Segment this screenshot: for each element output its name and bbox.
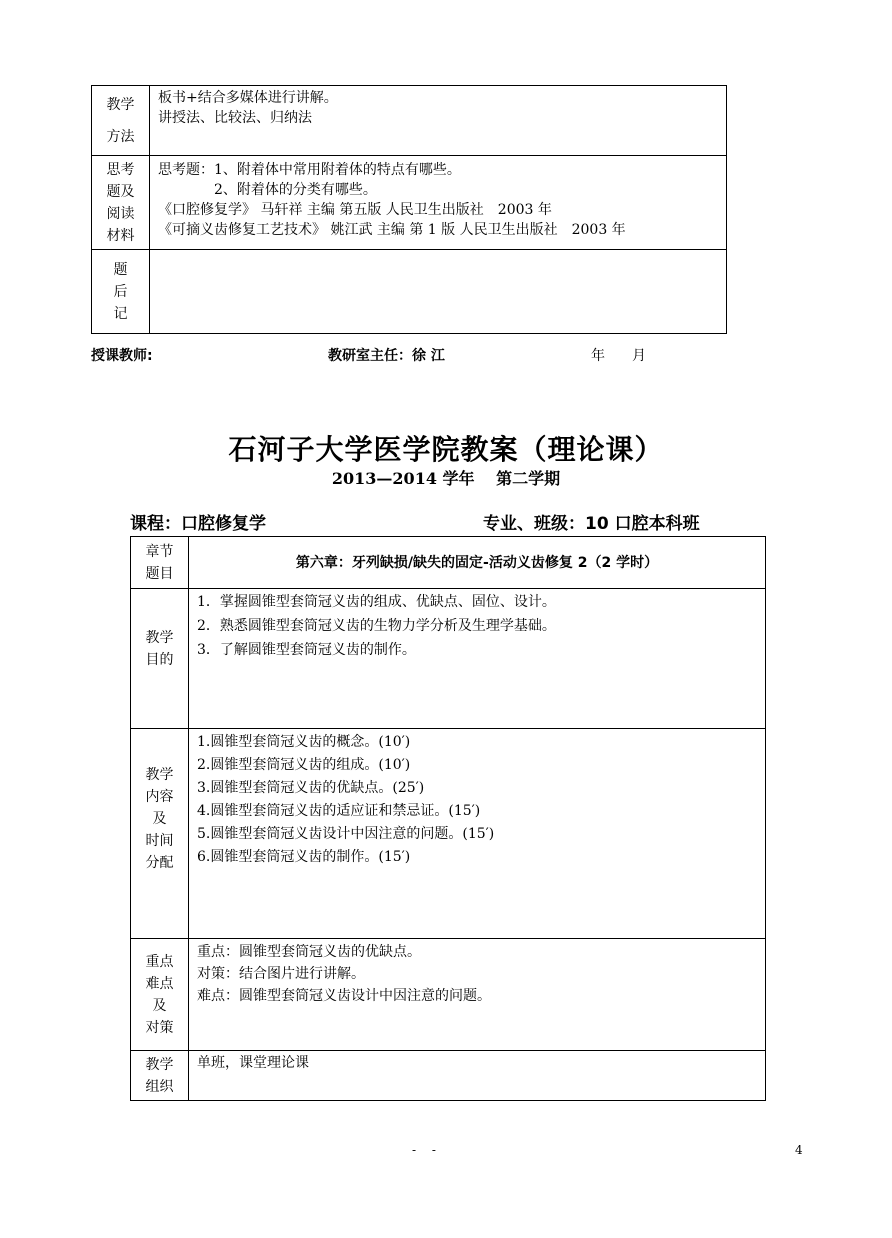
content-line: 1.圆锥型套筒冠义齿的概念。(10′) [197, 734, 411, 750]
method-row [92, 86, 727, 156]
page-number: 4 [795, 1143, 803, 1157]
page-title: 石河子大学医学院教案（理论课） [228, 433, 664, 466]
goal-line: 2．熟悉圆锥型套筒冠义齿的生物力学分析及生理学基础。 [197, 618, 556, 634]
method-label: 教学 方法 [92, 86, 150, 156]
chapter-title: 第六章：牙列缺损/缺失的固定-活动义齿修复 2（2 学时） [189, 537, 766, 589]
organization-label: 教学 组织 [131, 1051, 189, 1101]
keypoint-line: 对策：结合图片进行讲解。 [197, 966, 365, 982]
method-content [150, 86, 727, 156]
year-label: 年 [591, 348, 605, 364]
goals-label: 教学 目的 [131, 589, 189, 729]
organization-line: 单班，课堂理论课 [197, 1055, 309, 1071]
notes-label: 题 后 记 [92, 250, 150, 334]
method-line: 讲授法、比较法、归纳法 [158, 110, 312, 126]
page-subtitle: 2013—2014 学年 第二学期 [331, 469, 561, 488]
teacher-label: 授课教师: [91, 348, 153, 364]
course-label: 课程：口腔修复学 [130, 514, 266, 534]
goals-content [189, 589, 766, 729]
content-row [131, 729, 766, 939]
reading-line: 《可摘义齿修复工艺技术》 姚江武 主编 第 1 版 人民卫生出版社 2003 年 [158, 222, 626, 238]
content-content [189, 729, 766, 939]
reading-line: 《口腔修复学》 马轩祥 主编 第五版 人民卫生出版社 2003 年 [158, 202, 552, 218]
organization-content [189, 1051, 766, 1101]
reading-content [150, 156, 727, 250]
chapter-label: 章节 题目 [131, 537, 189, 589]
content-line: 2.圆锥型套筒冠义齿的组成。(10′) [197, 757, 411, 773]
content-label: 教学 内容 及 时间 分配 [131, 729, 189, 939]
keypoint-line: 重点：圆锥型套筒冠义齿的优缺点。 [197, 944, 421, 960]
chapter-row [131, 537, 766, 589]
reading-line: 思考题：1、附着体中常用附着体的特点有哪些。 [158, 162, 461, 178]
keypoints-row [131, 939, 766, 1051]
reading-row [92, 156, 727, 250]
organization-row [131, 1051, 766, 1101]
top-lesson-table [91, 85, 727, 334]
month-label: 月 [632, 348, 646, 364]
content-line: 4.圆锥型套筒冠义齿的适应证和禁忌证。(15′) [197, 803, 481, 819]
notes-row [92, 250, 727, 334]
reading-line: 2、附着体的分类有哪些。 [158, 182, 377, 198]
director-label: 教研室主任：徐 江 [328, 348, 445, 364]
reading-label: 思考 题及 阅读 材料 [92, 156, 150, 250]
content-line: 5.圆锥型套筒冠义齿设计中因注意的问题。(15′) [197, 826, 495, 842]
method-line: 板书+结合多媒体进行讲解。 [158, 90, 338, 106]
goal-line: 1．掌握圆锥型套筒冠义齿的组成、优缺点、固位、设计。 [197, 594, 556, 610]
keypoints-label: 重点 难点 及 对策 [131, 939, 189, 1051]
content-line: 6.圆锥型套筒冠义齿的制作。(15′) [197, 849, 411, 865]
keypoint-line: 难点：圆锥型套筒冠义齿设计中因注意的问题。 [197, 988, 491, 1004]
goals-row [131, 589, 766, 729]
notes-content [150, 250, 727, 334]
goal-line: 3．了解圆锥型套筒冠义齿的制作。 [197, 642, 416, 658]
footer-dashes: - - [412, 1143, 442, 1157]
keypoints-content [189, 939, 766, 1051]
content-line: 3.圆锥型套筒冠义齿的优缺点。(25′) [197, 780, 425, 796]
bottom-lesson-table [130, 536, 766, 1101]
class-label: 专业、班级：10 口腔本科班 [483, 514, 700, 534]
